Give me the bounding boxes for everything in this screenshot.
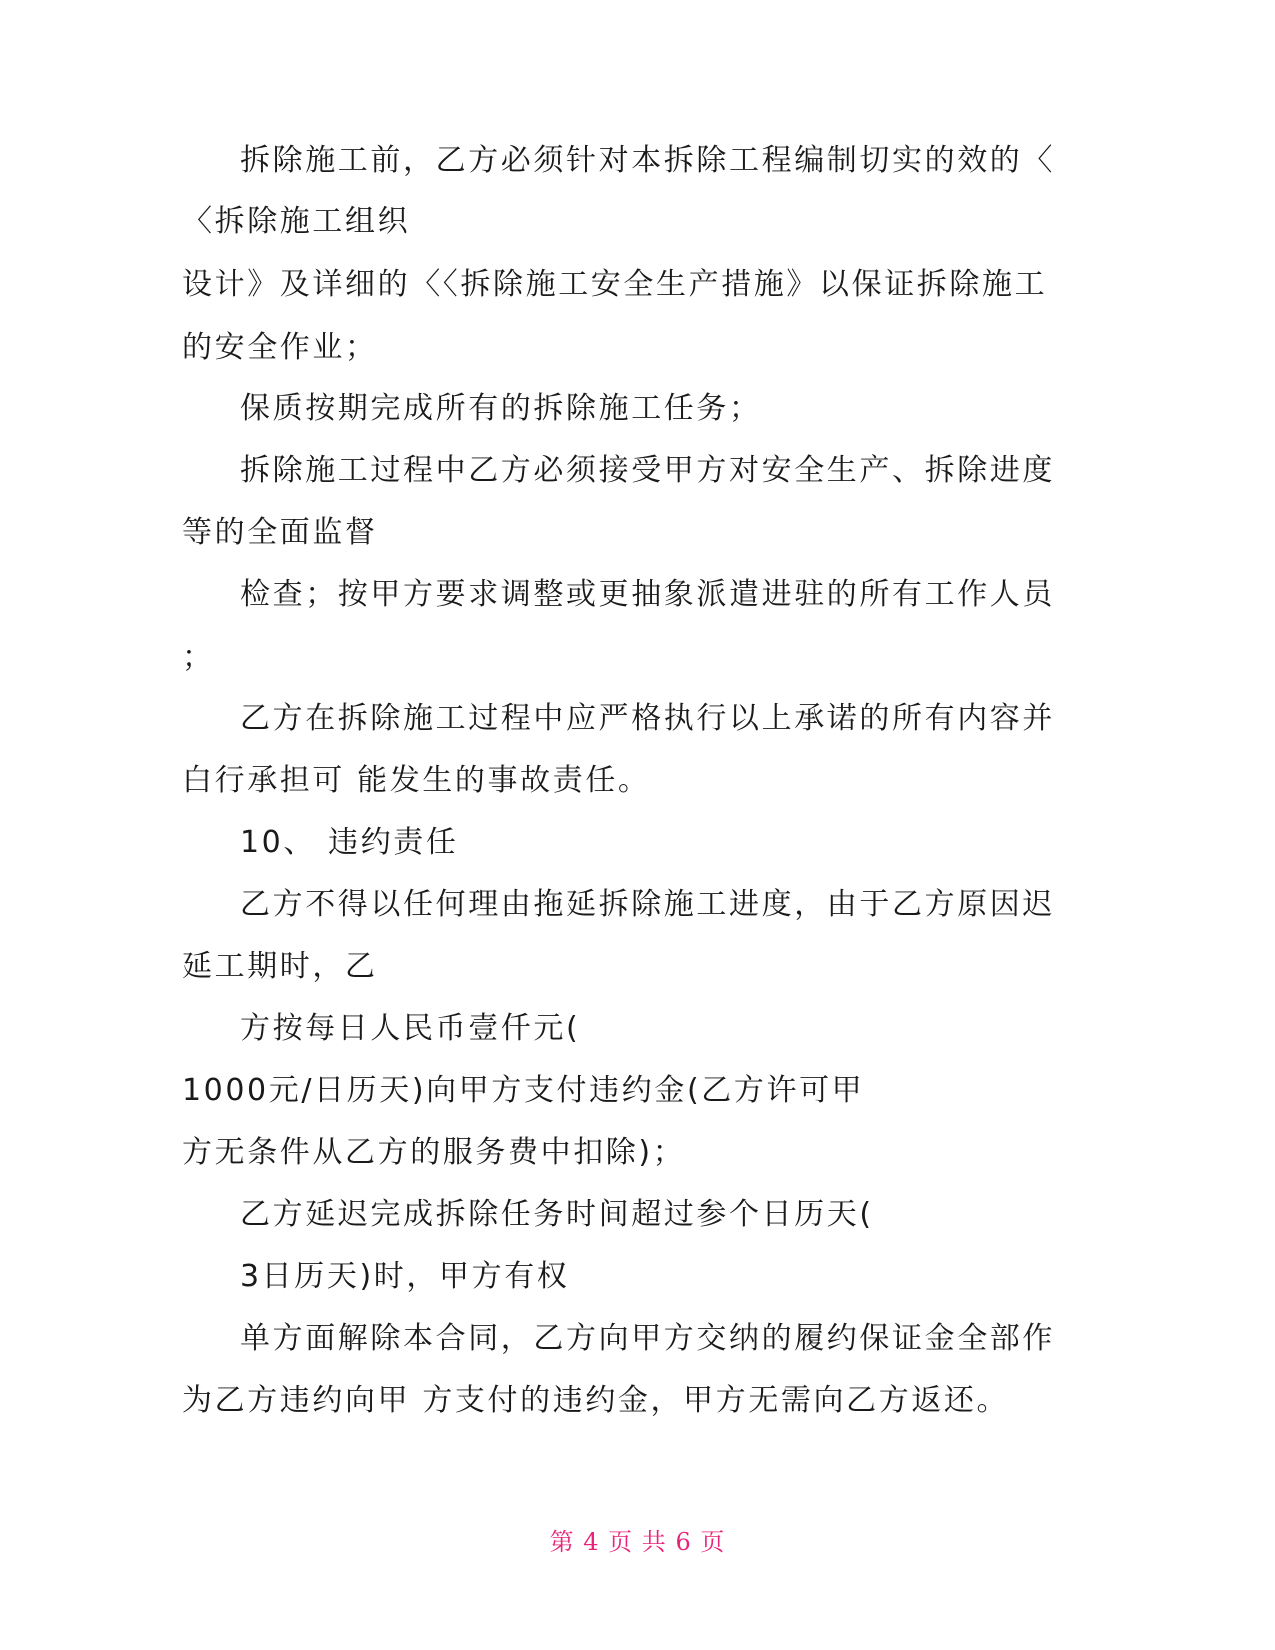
paragraph-line: 单方面解除本合同，乙方向甲方交纳的履约保证金全部作 (240, 1321, 1055, 1356)
paragraph-line: 的安全作业； (182, 330, 378, 365)
paragraph-line: 拆除施工过程中乙方必须接受甲方对安全生产、拆除进度 (240, 453, 1055, 488)
paragraph-line: 方按每日人民币壹仟元( (240, 1011, 581, 1046)
paragraph-line: 保质按期完成所有的拆除施工任务； (240, 391, 762, 426)
paragraph-line: 白行承担可 能发生的事故责任。 (182, 763, 651, 798)
paragraph-line: ； (182, 640, 215, 675)
paragraph-line: 乙方延迟完成拆除任务时间超过参个日历天( (240, 1197, 874, 1232)
paragraph-line: 3日历天)时，甲方有权 (240, 1259, 570, 1294)
paragraph-line: 乙方在拆除施工过程中应严格执行以上承诺的所有内容并 (240, 701, 1055, 736)
paragraph-line: 为乙方违约向甲 方支付的违约金，甲方无需向乙方返还。 (182, 1383, 1010, 1418)
paragraph-line: 1000元/日历天)向甲方支付违约金(乙方许可甲 (182, 1073, 865, 1108)
page-number-footer: 第 4 页 共 6 页 (549, 1528, 726, 1556)
paragraph-line: 等的全面监督 (182, 515, 378, 550)
paragraph-line: 设计》及详细的〈〈拆除施工安全生产措施》以保证拆除施工 (182, 267, 1048, 302)
section-heading: 10、 违约责任 (240, 825, 459, 860)
paragraph-line: 拆除施工前，乙方必须针对本拆除工程编制切实的效的〈 (240, 143, 1055, 178)
paragraph-line: 检查；按甲方要求调整或更抽象派遣进驻的所有工作人员 (240, 577, 1055, 612)
paragraph-line: 乙方不得以任何理由拖延拆除施工进度，由于乙方原因迟 (240, 887, 1055, 922)
paragraph-line: 〈拆除施工组织 (182, 204, 411, 239)
paragraph-line: 延工期时，乙 (182, 949, 378, 984)
paragraph-line: 方无条件从乙方的服务费中扣除)； (182, 1135, 686, 1170)
